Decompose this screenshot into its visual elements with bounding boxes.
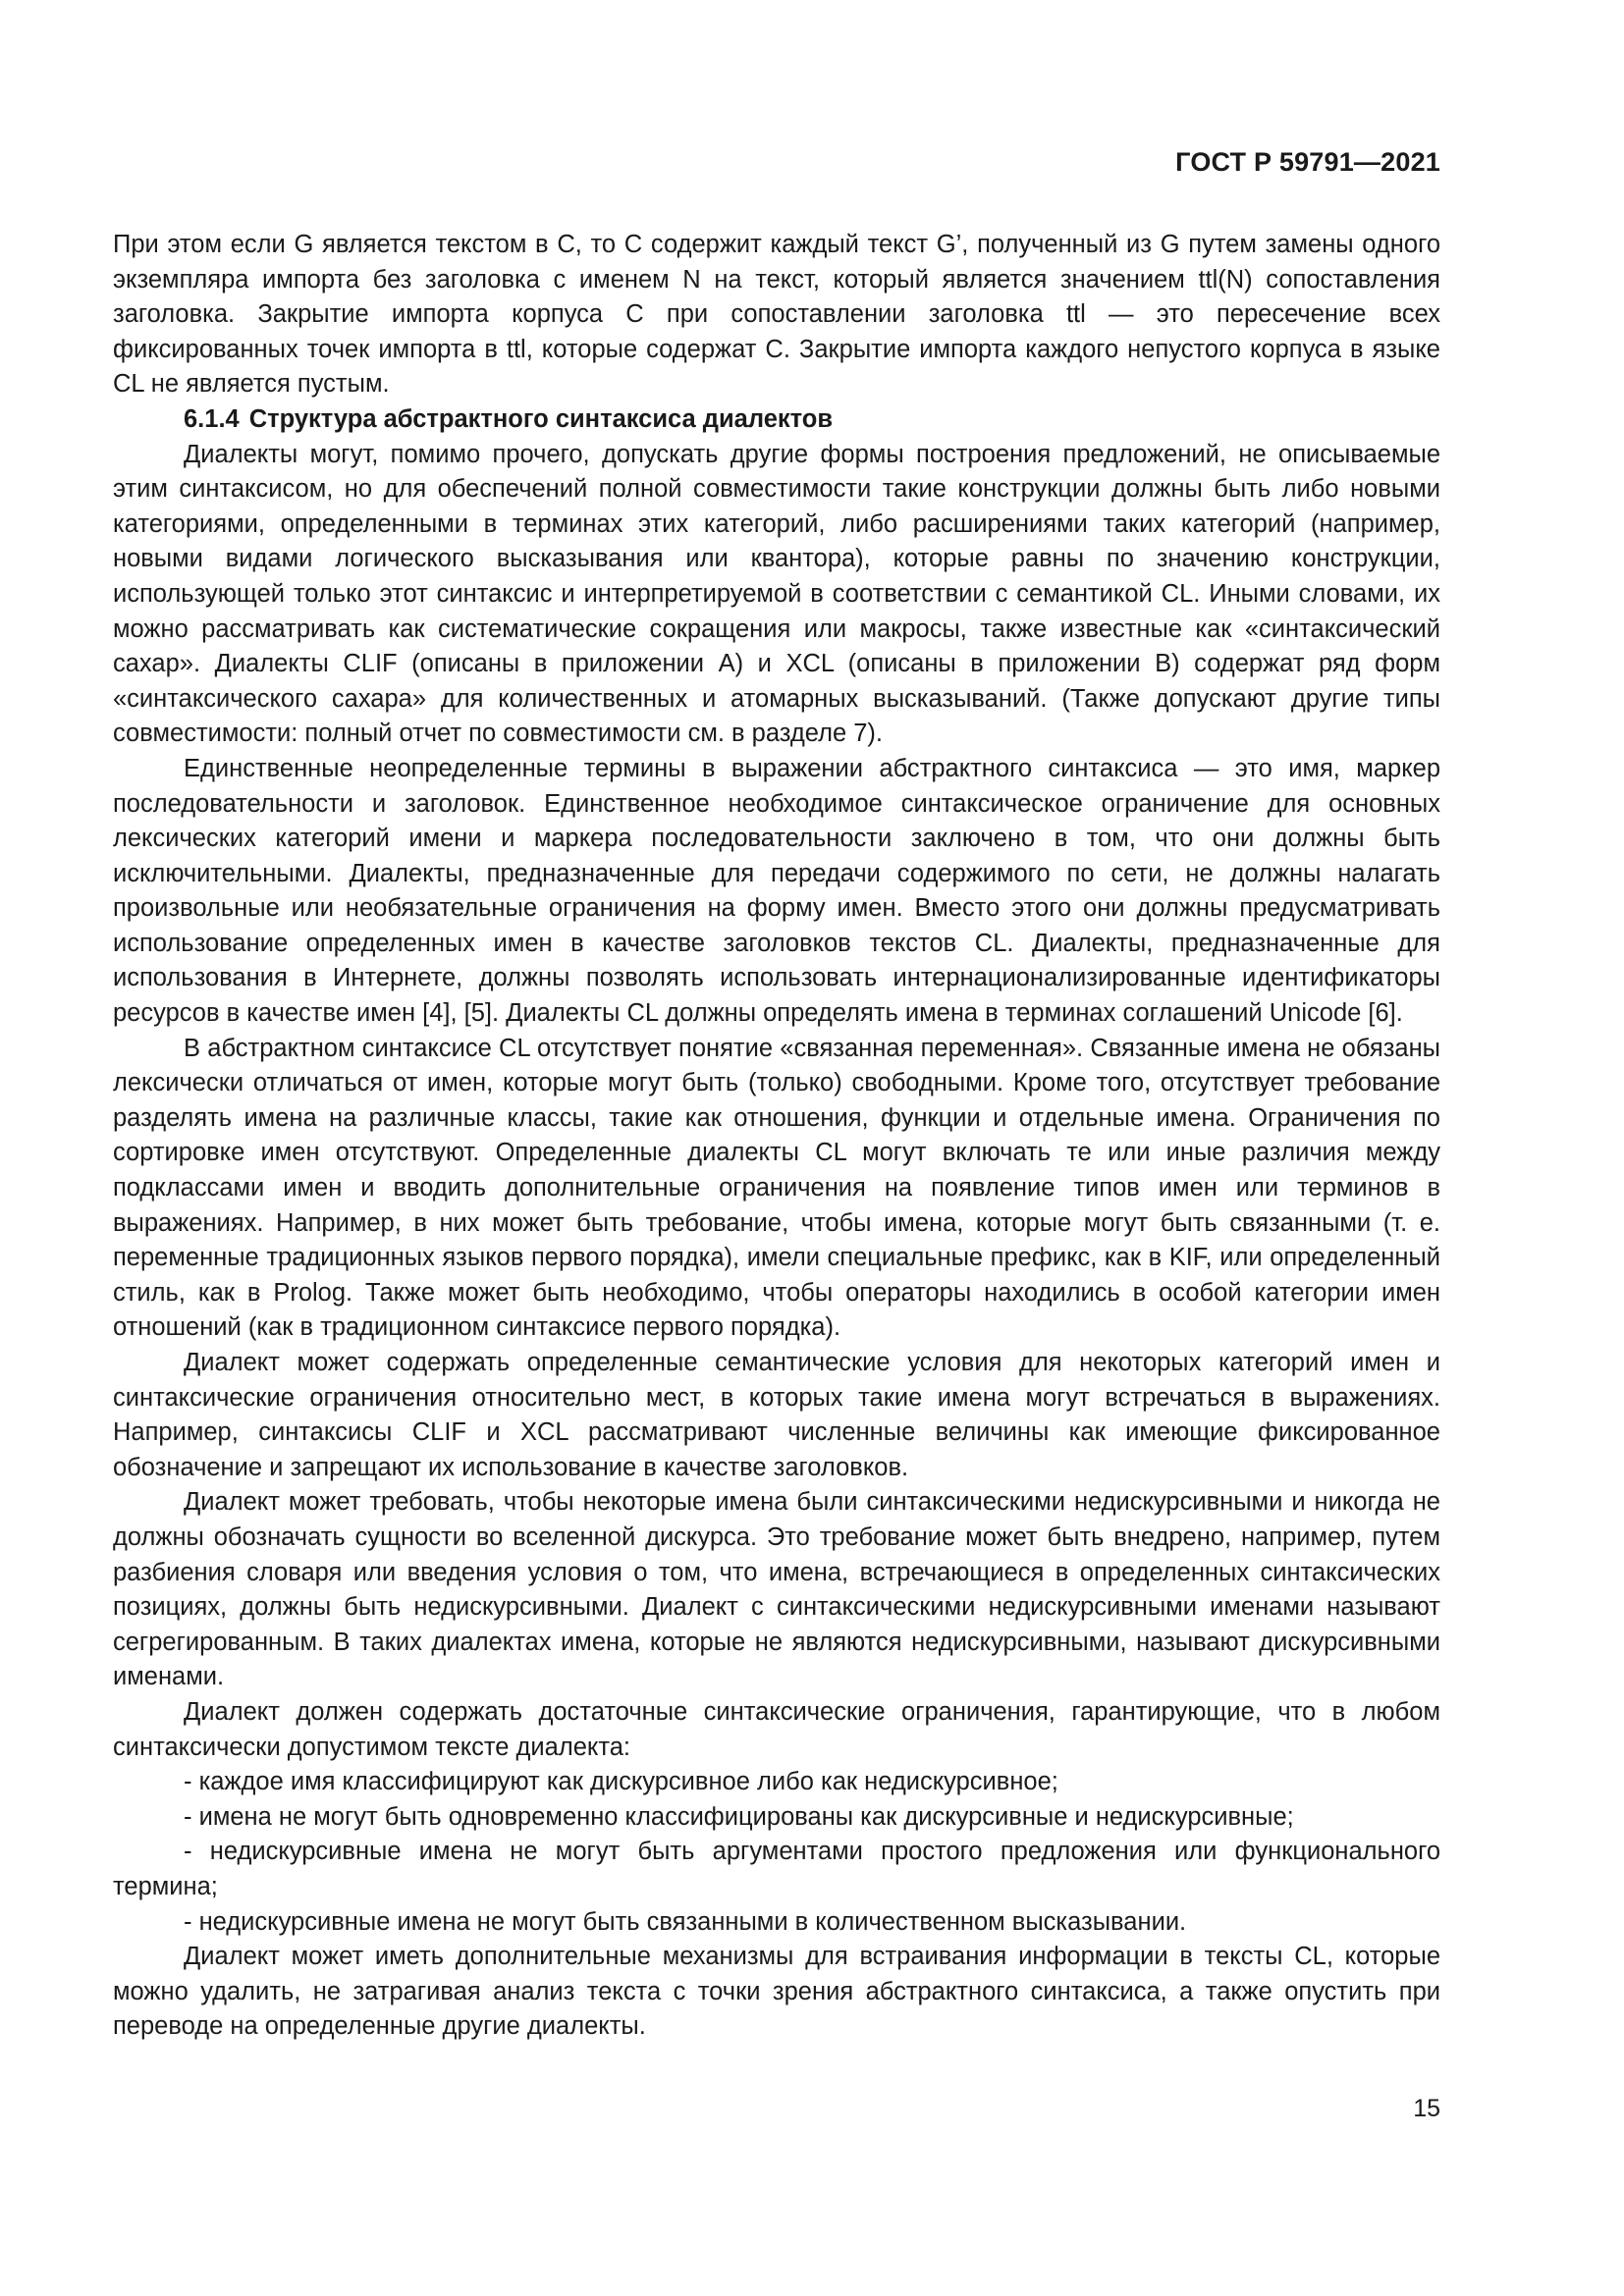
paragraph-syntactic-restrictions: Диалект должен содержать достаточные синтаксические ограничения, гарантирующие, что в любом синтаксически допустимом тексте диалекта: xyxy=(113,1697,1440,1761)
document-body xyxy=(113,228,1440,2045)
list-item: - недискурсивные имена не могут быть аргументами простого предложения или функционального термина; xyxy=(113,1838,1440,1900)
paragraph-dialect-forms: Диалекты могут, помимо прочего, допускать другие формы построения предложений, не описываемые этим синтаксисом, но для обеспечений полной совместимости такие конструкции должны быть либо новыми категориями, определенными в терминах этих категорий, либо расширениями таких категорий (например, новыми видами логического высказывания или квантора), которые равны по значению конструкции, использующей только этот синтаксис и интерпретируемой в соответствии с семантикой CL. Иными словами, их можно рассматривать как систематические сокращения или макросы, также известные как «синтаксический сахар». Диалекты CLIF (описаны в приложении A) и XCL (описаны в приложении B) содержат ряд форм «синтаксического сахара» для количественных и атомарных высказываний. (Также допускают другие типы совместимости: полный отчет по совместимости см. в разделе 7). xyxy=(113,440,1440,748)
section-heading xyxy=(113,402,1440,438)
document-id-header: ГОСТ Р 59791—2021 xyxy=(1175,147,1440,177)
section-title: Структура абстрактного синтаксиса диалектов xyxy=(248,404,834,433)
intro-paragraph: При этом если G является текстом в C, то C содержит каждый текст G’, полученный из G путем замены одного экземпляра импорта без заголовка с именем N на текст, который является значением ttl(N) сопоставления заголовка. Закрытие импорта корпуса C при сопоставлении заголовка ttl — это пересечение всех фиксированных точек импорта в ttl, которые содержат C. Закрытие импорта каждого непустого корпуса в языке CL не является пустым. xyxy=(113,231,1440,399)
paragraph-undefined-terms: Единственные неопределенные термины в выражении абстрактного синтаксиса — это имя, маркер последовательности и заголовок. Единственное необходимое синтаксическое ограничение для основных лексических категорий имени и маркера последовательности заключено в том, что они должны быть исключительными. Диалекты, предназначенные для передачи содержимого по сети, не должны налагать произвольные или необязательные ограничения на форму имен. Вместо этого они должны предусматривать использование определенных имен в качестве заголовков текстов CL. Диалекты, предназначенные для использования в Интернете, должны позволять использовать интернационализированные идентификаторы ресурсов в качестве имен [4], [5]. Диалекты CL должны определять имена в терминах соглашений Unicode [6]. xyxy=(113,754,1440,1028)
section-number: 6.1.4 xyxy=(184,404,240,433)
paragraph-bound-variable: В абстрактном синтаксисе CL отсутствует понятие «связанная переменная». Связанные имена не обязаны лексически отличаться от имен, которые могут быть (только) свободными. Кроме того, отсутствует требование разделять имена на различные классы, такие как отношения, функции и отдельные имена. Ограничения по сортировке имен отсутствуют. Определенные диалекты CL могут включать те или иные различия между подклассами имен и вводить дополнительные ограничения на появление типов имен или терминов в выражениях. Например, в них может быть требование, чтобы имена, которые могут быть связанными (т. е. переменные традиционных языков первого порядка), имели специальные префикс, как в KIF, или определенный стиль, как в Prolog. Также может быть необходимо, чтобы операторы находились в особой категории имен отношений (как в традиционном синтаксисе первого порядка). xyxy=(113,1034,1440,1342)
paragraph-nondiscursive-names: Диалект может требовать, чтобы некоторые имена были синтаксическими недискурсивными и никогда не должны обозначать сущности во вселенной дискурса. Это требование может быть внедрено, например, путем разбиения словаря или введения условия о том, что имена, встречающиеся в определенных синтаксических позициях, должны быть недискурсивными. Диалект с синтаксическими недискурсивными именами называют сегрегированным. В таких диалектах имена, которые не являются недискурсивными, называют дискурсивными именами. xyxy=(113,1488,1440,1691)
list-item: - недискурсивные имена не могут быть связанными в количественном высказывании. xyxy=(184,1907,1187,1936)
paragraph-extra-mechanisms: Диалект может иметь дополнительные механизмы для встраивания информации в тексты CL, которые можно удалить, не затрагивая анализ текста с точки зрения абстрактного синтаксиса, а также опустить при переводе на определенные другие диалекты. xyxy=(113,1943,1440,2041)
list-item: - имена не могут быть одновременно классифицированы как дискурсивные и недискурсивные; xyxy=(184,1802,1294,1831)
list-item: - каждое имя классифицируют как дискурсивное либо как недискурсивное; xyxy=(184,1768,1058,1796)
page-number: 15 xyxy=(1413,2095,1440,2122)
paragraph-semantic-conditions: Диалект может содержать определенные семантические условия для некоторых категорий имен и синтаксические ограничения относительно мест, в которых такие имена могут встречаться в выражениях. Например, синтаксисы CLIF и XCL рассматривают численные величины как имеющие фиксированное обозначение и запрещают их использование в качестве заголовков. xyxy=(113,1349,1440,1481)
